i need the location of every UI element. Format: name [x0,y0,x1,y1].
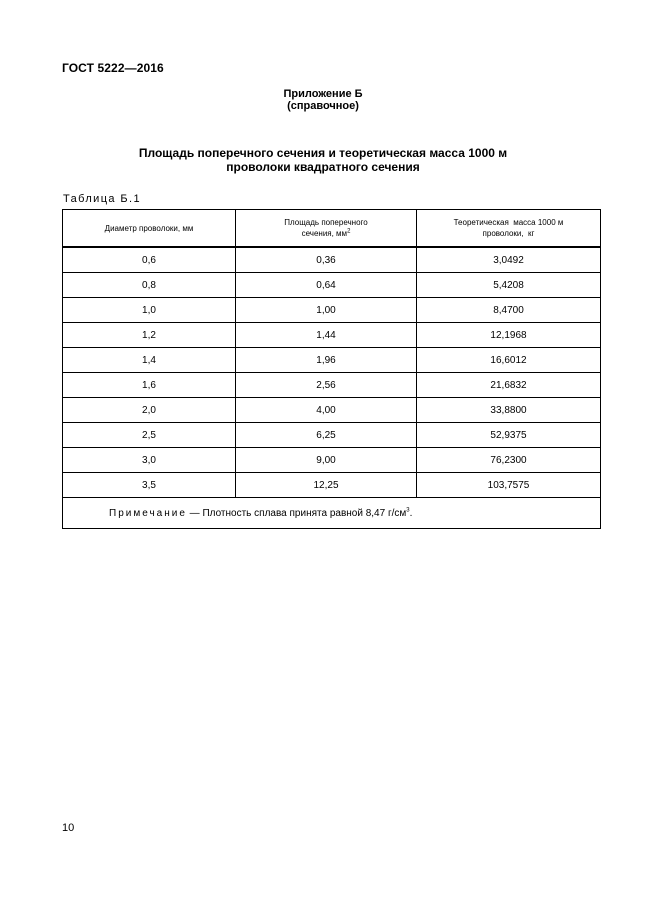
annex-label: Приложение Б [283,88,363,100]
cell-diameter: 1,2 [63,323,236,348]
table-note [63,498,601,529]
cell-mass: 52,9375 [417,423,601,448]
cell-mass: 16,6012 [417,348,601,373]
table-row [63,398,601,423]
cell-area: 1,44 [236,323,417,348]
cell-diameter: 3,0 [63,448,236,473]
cell-area: 4,00 [236,398,417,423]
table-row [63,298,601,323]
note-sup: 3 [406,507,410,514]
table-body [63,247,601,529]
cell-diameter: 3,5 [63,473,236,498]
wire-data-table [62,209,601,529]
table-row [63,247,601,273]
cell-mass: 8,4700 [417,298,601,323]
table-row [63,448,601,473]
table-row [63,348,601,373]
annex-heading [0,88,646,112]
cell-mass: 76,2300 [417,448,601,473]
header-area: Площадь поперечного сечения, $мм^2$ [236,210,417,248]
note-end: . [409,507,413,519]
note-label: Примечание [109,507,187,519]
annex-type: (справочное) [287,100,359,112]
table-title [0,146,646,174]
table-title-line-1: Площадь поперечного сечения и теоретическая масса 1000 м [138,146,508,160]
cell-mass: 103,7575 [417,473,601,498]
cell-mass: 33,8800 [417,398,601,423]
document-code: ГОСТ 5222—2016 [62,61,164,75]
cell-mass: 5,4208 [417,273,601,298]
cell-diameter: 2,0 [63,398,236,423]
table-row [63,323,601,348]
cell-area: 1,96 [236,348,417,373]
table-row [63,373,601,398]
cell-diameter: 0,6 [63,247,236,273]
cell-area: 0,36 [236,247,417,273]
cell-area: 12,25 [236,473,417,498]
cell-area: 2,56 [236,373,417,398]
cell-area: 9,00 [236,448,417,473]
cell-mass: 21,6832 [417,373,601,398]
table-header-row [63,210,601,248]
header-diameter: Диаметр проволоки, мм [63,210,236,248]
table-note-row [63,498,601,529]
table-title-line-2: проволоки квадратного сечения [226,160,420,174]
page-number: 10 [62,822,75,834]
cell-area: 0,64 [236,273,417,298]
cell-diameter: 1,4 [63,348,236,373]
cell-area: 1,00 [236,298,417,323]
note-text: — Плотность сплава принята равной 8,47 г/см [186,507,407,519]
table-row [63,273,601,298]
cell-area: 6,25 [236,423,417,448]
cell-mass: 12,1968 [417,323,601,348]
cell-diameter: 0,8 [63,273,236,298]
cell-diameter: 2,5 [63,423,236,448]
table-caption: Таблица Б.1 [63,193,141,205]
cell-diameter: 1,0 [63,298,236,323]
cell-diameter: 1,6 [63,373,236,398]
table-row [63,423,601,448]
table-row [63,473,601,498]
header-mass: Теоретическая масса 1000 м проволоки, кг [417,210,601,248]
cell-mass: 3,0492 [417,247,601,273]
